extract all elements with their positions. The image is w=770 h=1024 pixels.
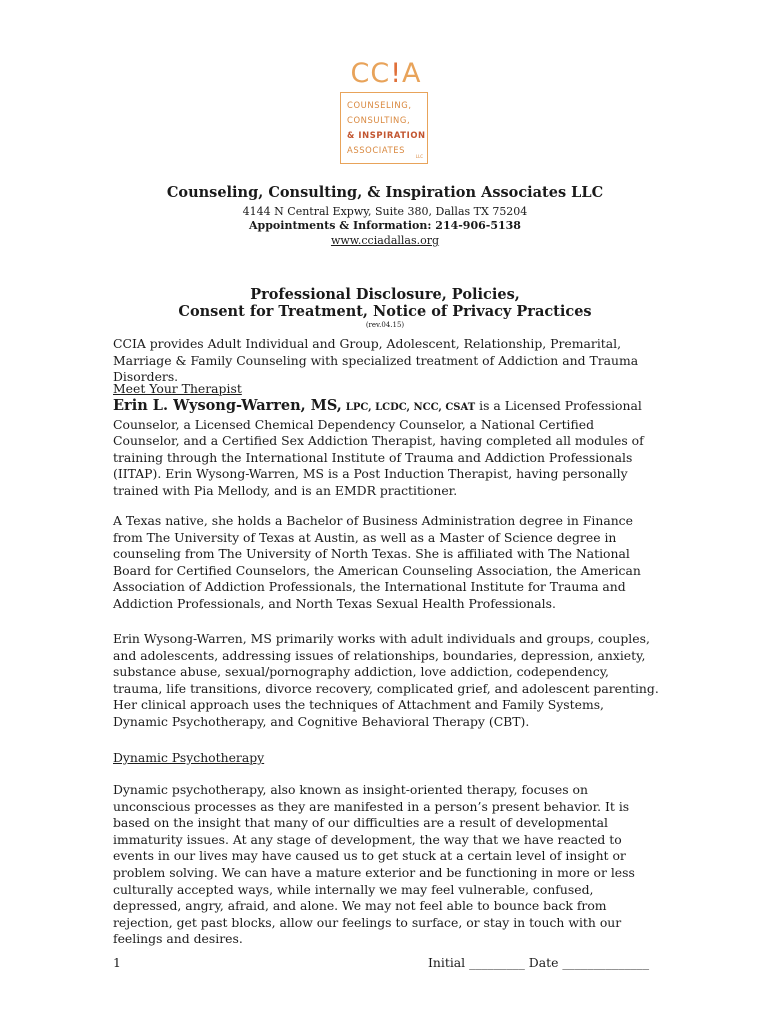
logo-mark [336,58,436,90]
document-title-line-1: Professional Disclosure, Policies, [250,286,520,303]
initial-date-field[interactable]: Initial _________ Date ______________ [428,955,650,970]
logo-line-3: & INSPIRATION [347,130,426,140]
therapist-name: Erin L. Wysong-Warren, MS, [113,397,342,414]
logo-mark-left: CC [350,58,391,89]
logo-line-4: ASSOCIATES [347,145,406,155]
dynamic-psychotherapy-heading: Dynamic Psychotherapy [113,750,265,765]
education-paragraph: A Texas native, she holds a Bachelor of Business Administration degree in Finance from The University of Texas at Austin, as well as a Master of Science degree in counseling from The University of North Texas. She is affiliated with The National Board for Certified Counselors, the American Counseling Association, the American Association of Addiction Professionals, the International Institute for Trauma and Addiction Professionals, and North Texas Sexual Health Professionals. [113,513,641,611]
practice-paragraph: Erin Wysong-Warren, MS primarily works with adult individuals and groups, couples, and adolescents, addressing issues of relationships, boundaries, depression, anxiety, substance abuse, sexual/pornography addiction, love addiction, codependency, trauma, life transitions, divorce recovery, complicated grief, and adolescent parenting. Her clinical approach uses the techniques of Attachment and Family Systems, Dynamic Psychotherapy, and Cognitive Behavioral Therapy (CBT). [113,631,659,729]
firm-address: 4144 N Central Expwy, Suite 380, Dallas TX 75204 [242,205,528,218]
website-link[interactable]: www.cciadallas.org [330,234,440,247]
meet-therapist-heading: Meet Your Therapist [113,381,242,396]
logo-line-1: COUNSELING, [347,100,412,110]
logo-line-2: CONSULTING, [347,115,411,125]
therapist-credentials: LPC, LCDC, NCC, CSAT [345,402,476,413]
ccia-logo [336,58,436,164]
logo-box [340,92,428,164]
logo-mark-bang: ! [390,58,403,89]
revision-label: (rev.04.15) [365,321,405,329]
dynamic-psychotherapy-paragraph: Dynamic psychotherapy, also known as insight-oriented therapy, focuses on unconscious processes as they are manifested in a person’s present behavior. It is based on the insight that many of our difficulties are a result of developmental immaturity issues. At any stage of development, the way that we have reacted to events in our lives may have caused us to get stuck at a certain level of insight or problem solving. We can have a mature exterior and be functioning in more or less culturally accepted ways, while internally we may feel vulnerable, confused, depressed, angry, afraid, and alone. We may not feel able to bounce back from rejection, get past blocks, allow our feelings to surface, or stay in touch with our feelings and desires. [113,782,635,947]
therapist-bio-paragraph [113,398,661,500]
document-title-line-2: Consent for Treatment, Notice of Privacy Practices [178,303,592,320]
therapist-bio: is a Licensed Professional Counselor, a Licensed Chemical Dependency Counselor, a National Certified Counselor, and a Certified Sex Addiction Therapist, having completed all modules of training through the International Institute of Trauma and Addiction Professionals (IITAP). Erin Wysong-Warren, MS is a Post Induction Therapist, having personally trained with Pia Mellody, and is an EMDR practitioner. [113,398,644,498]
firm-name: Counseling, Consulting, & Inspiration Associates LLC [166,184,604,201]
intro-paragraph: CCIA provides Adult Individual and Group, Adolescent, Relationship, Premarital, Marriage & Family Counseling with specialized treatment of Addiction and Trauma Disorders. [113,336,639,385]
firm-phone: Appointments & Information: 214-906-5138 [249,219,521,232]
logo-llc: LLC [415,154,423,159]
logo-mark-right: A [402,58,422,89]
page-number: 1 [113,955,121,970]
